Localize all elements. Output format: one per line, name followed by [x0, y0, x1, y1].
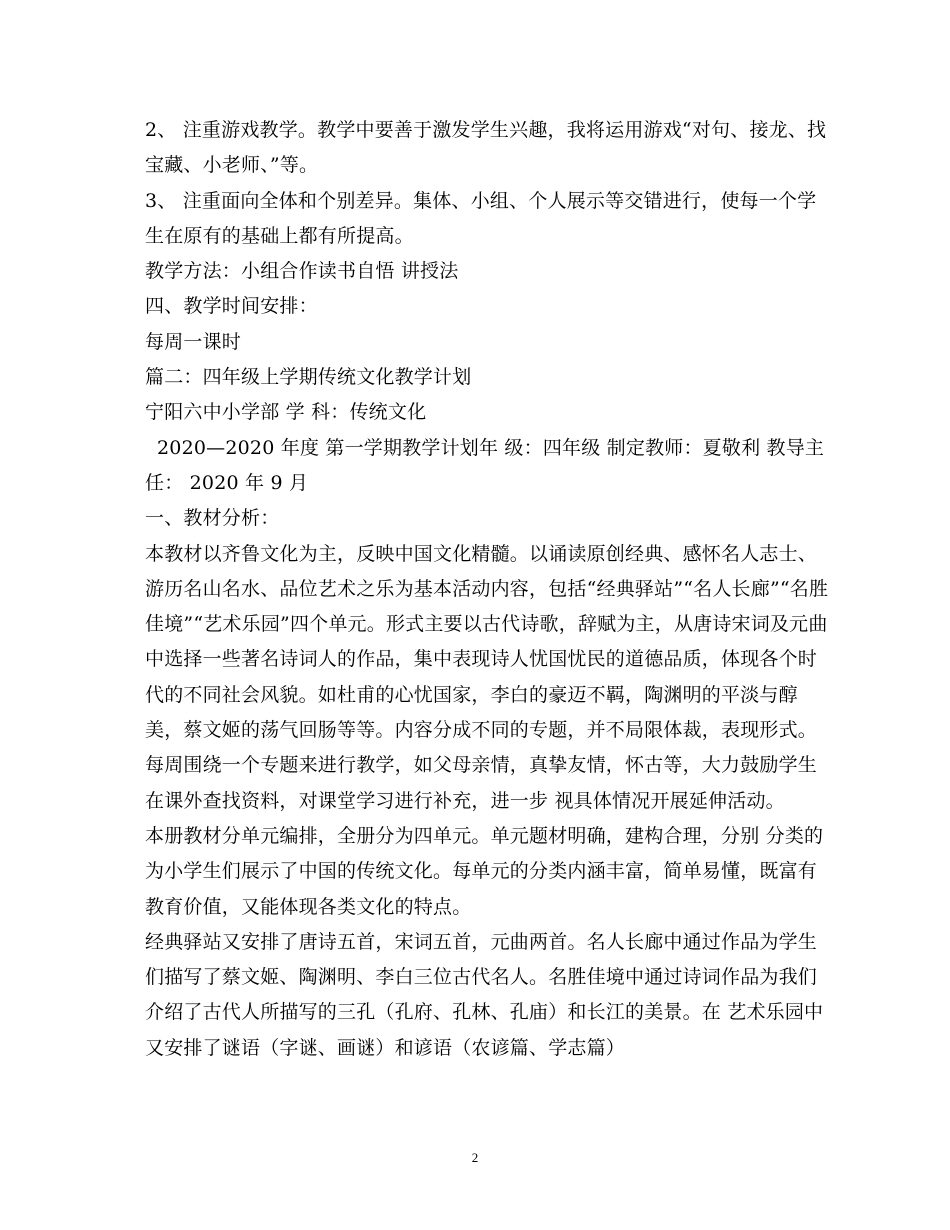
text-line: 中选择一些著名诗词人的作品，集中表现诗人忧国忧民的道德品质，体现各个时 — [145, 648, 818, 671]
text-line: 2、 注重游戏教学。教学中要善于激发学生兴趣，我将运用游戏“对句、接龙、找 — [145, 119, 827, 141]
text-line: 宝藏、小老师、”等。 — [145, 154, 319, 177]
section-heading: 四、教学时间安排： — [145, 295, 318, 318]
text-line: 每周围绕一个专题来进行教学，如父母亲情，真挚友情，怀古等，大力鼓励学生 — [145, 754, 818, 777]
text-line: 每周一课时 — [145, 330, 242, 353]
text-line: 任： 2020 年 9 月 — [145, 471, 309, 494]
text-line: 们描写了蔡文姬、陶渊明、李白三位古代名人。名胜佳境中通过诗词作品为我们 — [145, 966, 818, 989]
section-heading: 一、教材分析： — [145, 507, 280, 530]
text-line: 在课外查找资料，对课堂学习进行补充，进一步 视具体情况开展延伸活动。 — [145, 789, 785, 812]
text-line: 教育价值，又能体现各类文化的特点。 — [145, 895, 472, 918]
text-line: 代的不同社会风貌。如杜甫的心忧国家，李白的豪迈不羁，陶渊明的平淡与醇 — [145, 683, 798, 706]
text-line: 经典驿站又安排了唐诗五首，宋词五首，元曲两首。名人长廊中通过作品为学生 — [145, 930, 818, 953]
document-body — [145, 113, 829, 1066]
text-line: 教学方法：小组合作读书自悟 讲授法 — [145, 260, 459, 283]
text-line: 2020—2020 年度 第一学期教学计划年 级：四年级 制定教师：夏敬利 教导主 — [157, 436, 825, 459]
text-line: 又安排了谜语（字谜、画谜）和谚语（农谚篇、学志篇） — [145, 1036, 626, 1059]
text-line: 美，蔡文姬的荡气回肠等等。内容分成不同的专题，并不局限体裁，表现形式。 — [145, 719, 818, 742]
text-line: 生在原有的基础上都有所提高。 — [145, 224, 414, 247]
text-line: 本教材以齐鲁文化为主，反映中国文化精髓。以诵读原创经典、感怀名人志士、 — [145, 542, 818, 565]
text-line: 佳境”“艺术乐园”四个单元。形式主要以古代诗歌，辞赋为主，从唐诗宋词及元曲 — [145, 613, 828, 636]
text-line: 游历名山名水、品位艺术之乐为基本活动内容，包括“经典驿站”“名人长廊”“名胜 — [145, 577, 829, 600]
page-number: 2 — [471, 1150, 479, 1165]
text-line: 介绍了古代人所描写的三孔（孔府、孔林、孔庙）和长江的美景。在 艺术乐园中 — [145, 1001, 824, 1024]
text-line: 宁阳六中小学部 学 科：传统文化 — [145, 401, 427, 424]
chapter-title: 篇二：四年级上学期传统文化教学计划 — [145, 366, 472, 389]
text-line: 本册教材分单元编排，全册分为四单元。单元题材明确，建构合理，分别 分类的 — [145, 824, 824, 847]
text-line: 为小学生们展示了中国的传统文化。每单元的分类内涵丰富，简单易懂，既富有 — [145, 860, 818, 883]
text-line: 3、 注重面向全体和个别差异。集体、小组、个人展示等交错进行，使每一个学 — [145, 189, 817, 212]
